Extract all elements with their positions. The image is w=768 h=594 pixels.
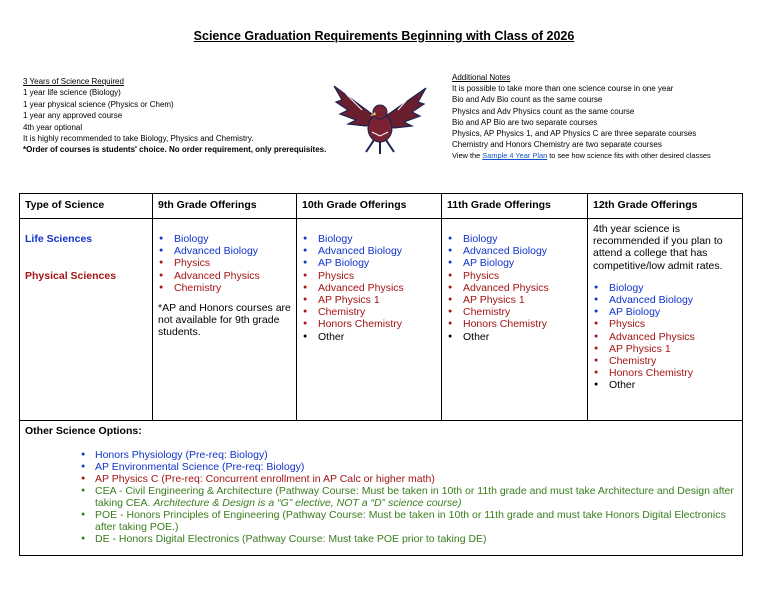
other-options-row [20,421,743,556]
grade9-list [158,233,291,294]
requirement-line: 1 year life science (Biology) [23,88,121,98]
requirements-heading: 3 Years of Science Required [23,77,124,86]
note-line: Physics, AP Physics 1, and AP Physics C are three separate courses [452,129,697,139]
note-line: Physics and Adv Physics count as the same course [452,106,635,116]
list-item: ● AP Physics 1 [593,343,737,355]
list-item: ● AP Physics 1 [447,294,582,306]
requirement-line: 1 year physical science (Physics or Chem) [23,99,174,109]
list-item: ● Physics [447,270,582,282]
list-item: ● Advanced Biology [302,245,436,257]
table-row [20,219,743,421]
note-line: Chemistry and Honors Chemistry are two separate courses [452,140,662,150]
grade12-note: 4th year science is recommended if you plan to attend a college that has competitive/low admit rates. [593,223,723,272]
grade11-list [447,233,582,343]
table-header-row [20,194,743,219]
header-10th: 10th Grade Offerings [297,194,442,219]
offerings-table [19,193,743,556]
other-options-list [25,449,737,551]
list-item: ● Other [447,331,582,343]
grade9-cell [153,219,297,421]
list-item: ● Biology [447,233,582,245]
grade9-note: *AP and Honors courses are not available for 9th grade students. [158,302,291,339]
requirement-line: It is highly recommended to take Biology, Physics and Chemistry. [23,134,254,144]
list-item: ● Advanced Physics [158,270,291,282]
page-title: Science Graduation Requirements Beginning with Class of 2026 [193,29,575,43]
list-item: ● Physics [593,318,737,330]
view-suffix: to see how science fits with other desired classes [547,151,711,161]
list-item: ● AP Biology [593,306,737,318]
list-item: ● Advanced Physics [302,282,436,294]
grade11-cell [442,219,588,421]
list-item: ● Advanced Physics [593,331,737,343]
list-item: ● Chemistry [593,355,737,367]
list-item: ● Honors Chemistry [302,318,436,330]
note-line: It is possible to take more than one science course in one year [452,84,674,94]
list-item: ● Chemistry [302,306,436,318]
requirements-summary [23,76,326,156]
sample-plan-line [452,150,752,161]
grade10-cell [297,219,442,421]
requirement-line: 1 year any approved course [23,111,123,121]
list-item: ● AP Physics C (Pre-req: Concurrent enrollment in AP Calc or higher math) [25,473,737,485]
cea-italic-note: Architecture & Design is a “G” elective, NOT a “D” science course) [153,497,462,509]
list-item: ● Physics [158,257,291,269]
grade12-list [593,282,737,392]
list-item: ● Advanced Biology [593,294,737,306]
life-sciences-label: Life Sciences [25,233,93,245]
list-item: ● Advanced Biology [447,245,582,257]
other-options-cell [20,421,743,556]
additional-notes [452,72,752,162]
list-item: ● Chemistry [158,282,291,294]
list-item: ● Biology [593,282,737,294]
list-item: ● Other [593,379,737,391]
list-item: ● Honors Chemistry [593,367,737,379]
note-line: Bio and Adv Bio count as the same course [452,95,603,105]
grade10-list [302,233,436,343]
list-item: ● Physics [302,270,436,282]
cea-text: CEA - Civil Engineering & Architecture (Pathway Course: Must be taken in 10th or 11th grade and must take Architecture and Design after taking CEA. [95,485,734,509]
view-prefix: View the [452,151,483,161]
other-options-title: Other Science Options: [25,425,142,437]
list-item: ● AP Environmental Science (Pre-req: Biology) [25,461,737,473]
list-item: ● Honors Physiology (Pre-req: Biology) [25,449,737,461]
type-cell [20,219,153,421]
physical-sciences-label: Physical Sciences [25,270,117,282]
list-item: ● Biology [302,233,436,245]
sample-plan-link[interactable]: Sample 4 Year Plan [482,151,548,161]
list-item: ● Advanced Physics [447,282,582,294]
list-item: ● AP Biology [447,257,582,269]
header-11th: 11th Grade Offerings [442,194,588,219]
header-9th: 9th Grade Offerings [153,194,297,219]
list-item: ● Biology [158,233,291,245]
list-item [25,485,737,509]
grade12-cell [588,219,743,421]
list-item: ● POE - Honors Principles of Engineering (Pathway Course: Must be taken in 10th or 11th grade and must take Honors Digital Electronics after taking POE.) [25,509,737,533]
note-line: Bio and AP Bio are two separate courses [452,117,598,127]
header-12th: 12th Grade Offerings [588,194,743,219]
order-note: *Order of courses is students' choice. No order requirement, only prerequisites. [23,145,327,155]
list-item: ● AP Physics 1 [302,294,436,306]
requirement-line: 4th year optional [23,122,83,132]
notes-heading: Additional Notes [452,73,511,82]
list-item: ● Honors Chemistry [447,318,582,330]
list-item: ● Advanced Biology [158,245,291,257]
list-item: ● AP Biology [302,257,436,269]
eagle-mascot-logo [332,80,428,156]
list-item: ● DE - Honors Digital Electronics (Pathway Course: Must take POE prior to taking DE) [25,533,737,545]
list-item: ● Chemistry [447,306,582,318]
list-item: ● Other [302,331,436,343]
header-type: Type of Science [20,194,153,219]
